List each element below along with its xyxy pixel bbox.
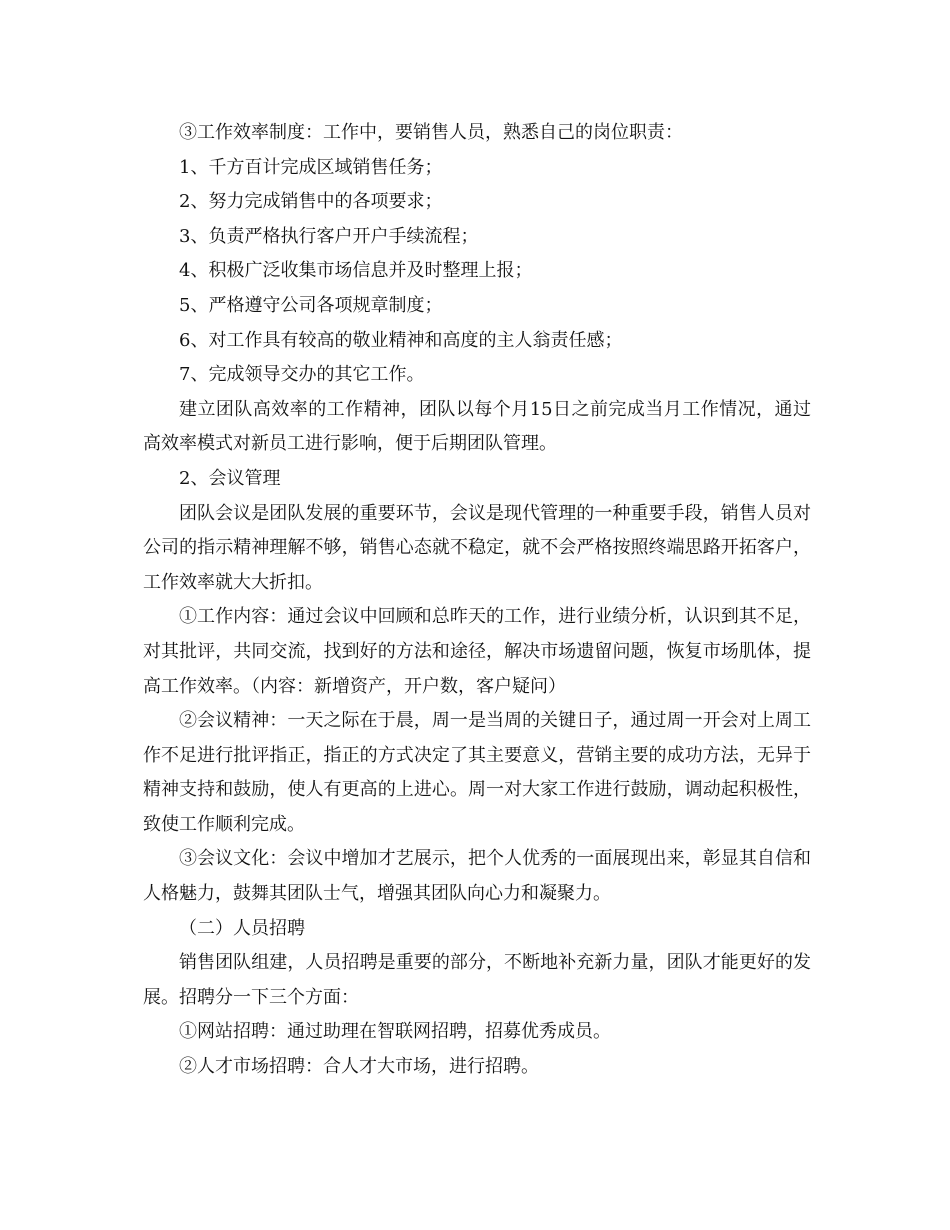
paragraph-team-efficiency: 建立团队高效率的工作精神，团队以每个月15日之前完成当月工作情况，通过高效率模式对新员工进行影响，便于后期团队管理。	[143, 398, 811, 455]
section-heading-recruitment: （二）人员招聘	[179, 917, 305, 939]
list-item-7: 7、完成领导交办的其它工作。	[179, 364, 425, 386]
list-item-5: 5、严格遵守公司各项规章制度；	[179, 294, 443, 316]
section-heading-meeting-management: 2、会议管理	[179, 467, 281, 489]
document-body	[143, 116, 811, 1085]
list-item-2: 2、努力完成销售中的各项要求；	[179, 191, 443, 213]
paragraph-talent-market-recruitment: ②人才市场招聘：合人才大市场，进行招聘。	[179, 1056, 539, 1078]
paragraph-meeting-spirit: ②会议精神：一天之际在于晨，周一是当周的关键日子，通过周一开会对上周工作不足进行批评指正，指正的方式决定了其主要意义，营销主要的成功方法，无异于精神支持和鼓励，使人有更高的上进心。周一对大家工作进行鼓励，调动起积极性，致使工作顺利完成。	[143, 710, 811, 835]
paragraph-team-meeting: 团队会议是团队发展的重要环节，会议是现代管理的一种重要手段，销售人员对公司的指示精神理解不够，销售心态就不稳定，就不会严格按照终端思路开拓客户，工作效率就大大折扣。	[143, 502, 811, 593]
paragraph-efficiency-system: ③工作效率制度：工作中，要销售人员，熟悉自己的岗位职责：	[179, 122, 683, 143]
list-item-1: 1、千方百计完成区域销售任务；	[179, 156, 443, 178]
list-item-6: 6、对工作具有较高的敬业精神和高度的主人翁责任感；	[179, 329, 623, 351]
paragraph-meeting-content: ①工作内容：通过会议中回顾和总昨天的工作，进行业绩分析，认识到其不足，对其批评，共同交流，找到好的方法和途径，解决市场遗留问题，恢复市场肌体，提高工作效率。（内容：新增资产，开户数，客户疑问）	[143, 606, 811, 697]
list-item-4: 4、积极广泛收集市场信息并及时整理上报；	[179, 260, 533, 282]
paragraph-recruitment-intro: 销售团队组建，人员招聘是重要的部分，不断地补充新力量，团队才能更好的发展。招聘分一下三个方面：	[143, 952, 811, 1008]
list-item-3: 3、负责严格执行客户开户手续流程；	[179, 225, 479, 247]
paragraph-website-recruitment: ①网站招聘：通过助理在智联网招聘，招募优秀成员。	[179, 1021, 611, 1043]
paragraph-meeting-culture: ③会议文化：会议中增加才艺展示，把个人优秀的一面展现出来，彰显其自信和人格魅力，鼓舞其团队士气，增强其团队向心力和凝聚力。	[143, 848, 811, 905]
